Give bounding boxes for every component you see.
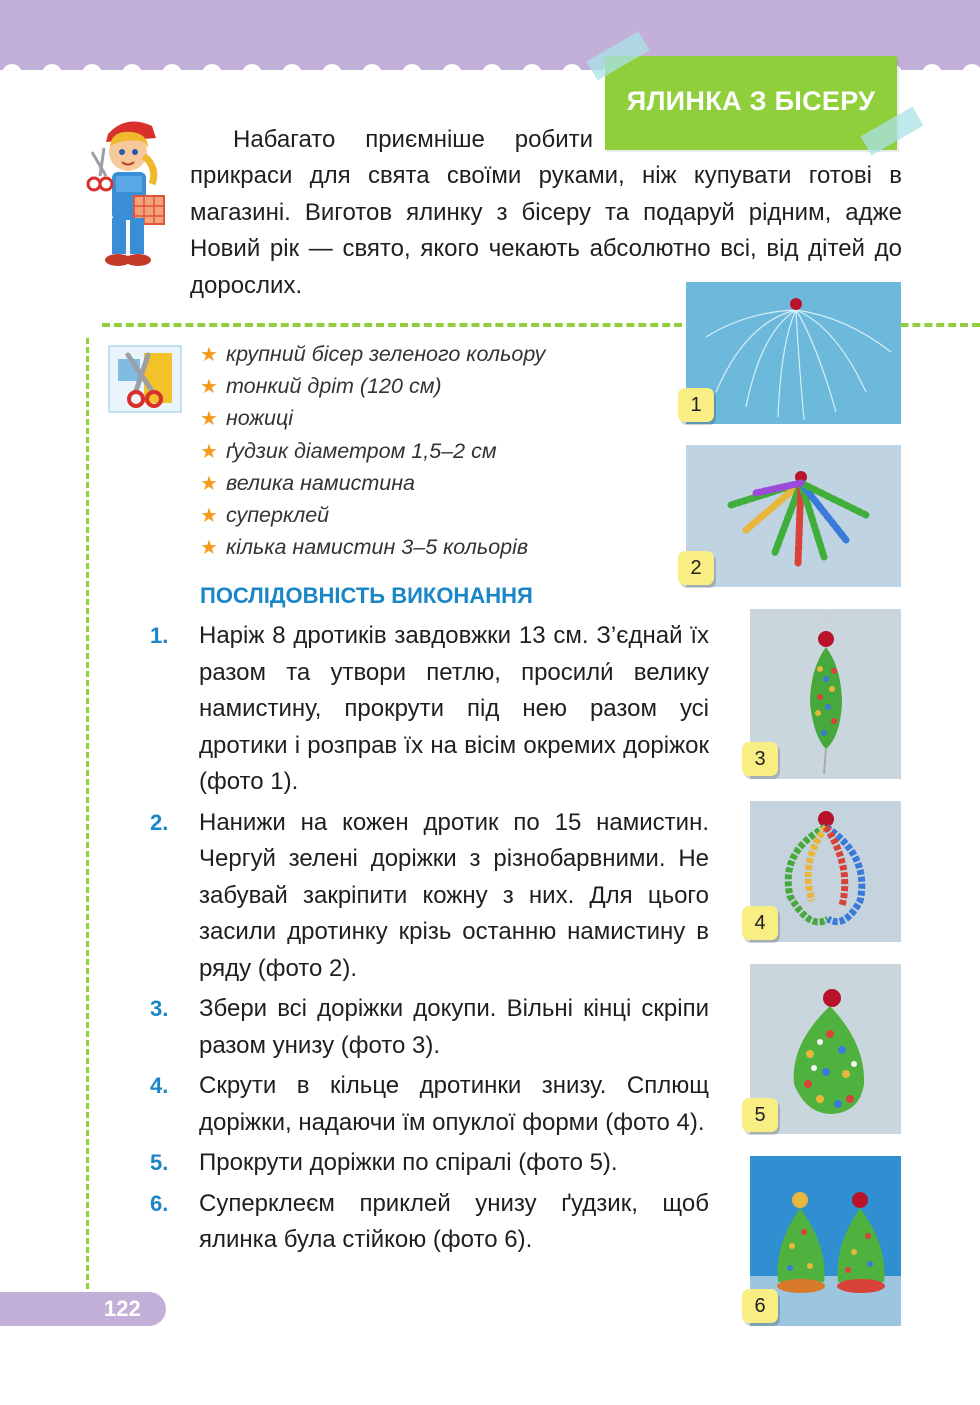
step-item bbox=[150, 1145, 710, 1182]
photo-1 bbox=[686, 282, 901, 424]
material-text: велика намистина bbox=[225, 470, 415, 495]
material-item bbox=[200, 338, 545, 370]
page-number: 122 bbox=[104, 1296, 141, 1321]
tools-icon bbox=[108, 345, 182, 413]
step-item bbox=[150, 618, 710, 801]
star-icon: ★ bbox=[200, 344, 218, 366]
intro-text: прикраси для свята своїми руками, ніж купувати готові в магазині. Виготов ялинку з бісеру та подаруй рідним, адже Новий рік — свято, якого чекають абсолютно всі, від дітей до дорослих. bbox=[190, 162, 902, 299]
step-number: 1. bbox=[150, 623, 169, 648]
step-number: 5. bbox=[150, 1150, 169, 1175]
step-text: Прокрути доріжки по спіралі (фото 5). bbox=[199, 1149, 618, 1176]
page-number-tab bbox=[0, 1292, 166, 1326]
material-item bbox=[200, 402, 545, 434]
star-icon: ★ bbox=[200, 376, 218, 399]
material-text: тонкий дріт (120 см) bbox=[225, 374, 442, 399]
material-item bbox=[200, 467, 545, 499]
material-text: ножиці bbox=[225, 406, 294, 431]
material-item bbox=[200, 435, 545, 467]
step-number: 6. bbox=[150, 1190, 169, 1216]
step-number: 4. bbox=[150, 1073, 169, 1098]
material-text: кілька намистин 3–5 кольорів bbox=[225, 535, 529, 560]
photo-label: 6 bbox=[742, 1289, 778, 1323]
title-box bbox=[605, 56, 897, 150]
star-icon: ★ bbox=[200, 504, 218, 527]
steps-list bbox=[150, 618, 710, 1259]
step-number: 3. bbox=[150, 996, 169, 1021]
material-item bbox=[200, 370, 545, 402]
step-item bbox=[150, 991, 710, 1064]
materials-list bbox=[200, 338, 545, 563]
step-item bbox=[150, 1068, 710, 1141]
step-item bbox=[150, 1186, 710, 1259]
dashed-border-left bbox=[86, 338, 89, 1298]
sequence-heading: ПОСЛІДОВНІСТЬ ВИКОНАННЯ bbox=[200, 583, 533, 608]
photo-label: 3 bbox=[742, 742, 778, 776]
star-icon: ★ bbox=[200, 472, 218, 495]
star-icon: ★ bbox=[200, 537, 218, 560]
step-text: Нанижи на кожен дротик по 15 намистин. Чергуй зелені доріжки з різнобарвними. Не забувай закріпити кожну з них. Для цього засили дротинку крізь останню намистину в ряду (фото 2). bbox=[199, 808, 709, 982]
intro-first-line: Набагато приємніше робити bbox=[233, 126, 593, 153]
photo-2 bbox=[686, 445, 901, 587]
material-text: суперклей bbox=[225, 502, 330, 527]
material-text: крупний бісер зеленого кольору bbox=[225, 342, 546, 366]
star-icon: ★ bbox=[200, 440, 218, 463]
photo-label: 5 bbox=[742, 1098, 778, 1132]
star-icon: ★ bbox=[200, 408, 218, 431]
photo-label: 4 bbox=[742, 906, 778, 940]
step-text: Наріж 8 дротиків завдовжки 13 см. З’єднай їх разом та утвори петлю, просили́ велику намистину, прокрути під нею разом усі дротики і розправ їх на вісім окремих доріжок (фото 1). bbox=[199, 622, 709, 795]
step-text: Скрути в кільце дротинки знизу. Сплющ доріжки, надаючи їм опуклої форми (фото 4). bbox=[199, 1072, 709, 1136]
step-text: Суперклеєм приклей унизу ґудзик, щоб ялинка була стійкою (фото 6). bbox=[199, 1189, 709, 1253]
material-item bbox=[200, 531, 545, 563]
girl-with-scissors-icon bbox=[82, 112, 174, 270]
photo-label: 1 bbox=[678, 388, 714, 422]
material-item bbox=[200, 499, 545, 531]
material-text: ґудзик діаметром 1,5–2 см bbox=[225, 438, 497, 463]
step-item bbox=[150, 805, 710, 988]
photo-label: 2 bbox=[678, 551, 714, 585]
page-title: ЯЛИНКА З БІСЕРУ bbox=[626, 86, 876, 116]
step-number: 2. bbox=[150, 809, 169, 835]
step-text: Збери всі доріжки докупи. Вільні кінці скріпи разом унизу (фото 3). bbox=[199, 995, 709, 1059]
